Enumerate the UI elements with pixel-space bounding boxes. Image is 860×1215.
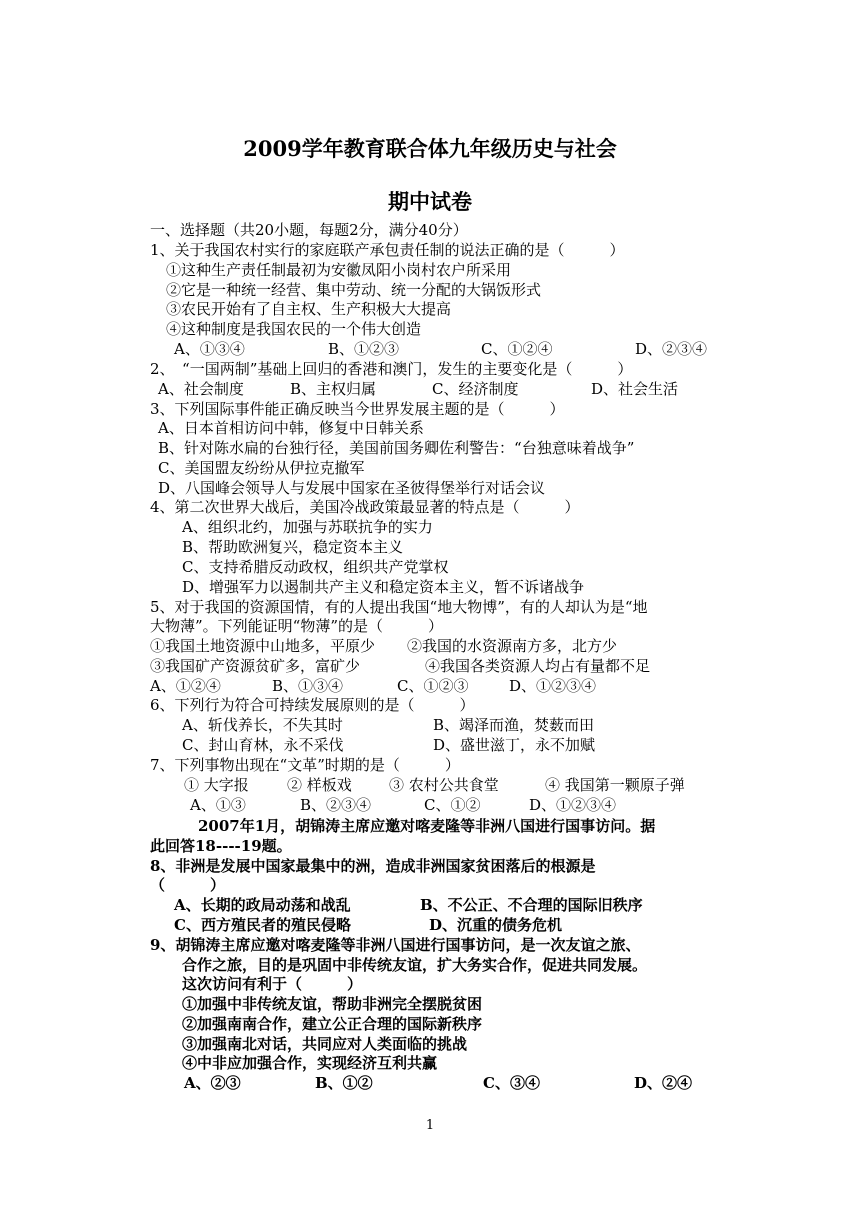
q7-options — [0, 796, 860, 814]
option: C、①② — [424, 796, 481, 814]
question-9-cont-1: 合作之旅，目的是巩固中非传统友谊，扩大务实合作，促进共同发展。 — [182, 956, 648, 974]
option: A、长期的政局动荡和战乱 — [174, 896, 351, 914]
reading-prompt: 2007年1月，胡锦涛主席应邀对喀麦隆等非洲八国进行国事访问。据 — [198, 817, 656, 835]
q8-options-row-1 — [0, 896, 860, 914]
option: B、②③④ — [300, 796, 372, 814]
question-8: 8、非洲是发展中国家最集中的洲，造成非洲国家贫困落后的根源是 — [150, 857, 596, 875]
q1-item-4: ④这种制度是我国农民的一个伟大创造 — [166, 320, 422, 338]
option: B、主权归属 — [290, 380, 377, 398]
option: C、经济制度 — [432, 380, 519, 398]
q5-items-row-2 — [0, 657, 860, 675]
option: C、西方殖民者的殖民侵略 — [174, 916, 351, 934]
q9-options — [0, 1074, 860, 1092]
option: A、②③ — [184, 1074, 241, 1092]
option: A、①③④ — [174, 340, 245, 358]
option: D、①②③④ — [509, 677, 597, 695]
q8-options-row-2 — [0, 916, 860, 934]
question-2: 2、 “一国两制”基础上回归的香港和澳门，发生的主要变化是（ ） — [150, 360, 633, 378]
option: B、竭泽而渔，焚薮而田 — [433, 716, 595, 734]
option: C、封山育林，永不采伐 — [182, 736, 344, 754]
q7-items — [0, 776, 860, 794]
q4-option-b: B、帮助欧洲复兴，稳定资本主义 — [182, 538, 404, 556]
question-5: 5、对于我国的资源国情，有的人提出我国“地大物博”，有的人却认为是“地 — [150, 598, 648, 616]
q5-item: ①我国土地资源中山地多，平原少 — [150, 637, 376, 655]
q6-options-row-2 — [0, 736, 860, 754]
option: A、斩伐养长，不失其时 — [182, 716, 343, 734]
question-1: 1、关于我国农村实行的家庭联产承包责任制的说法正确的是（ ） — [150, 241, 625, 259]
option: A、①②④ — [150, 677, 221, 695]
question-5-cont: 大物薄”。下列能证明“物薄”的是（ ） — [150, 617, 444, 635]
q3-option-c: C、美国盟友纷纷从伊拉克撤军 — [158, 459, 365, 477]
q7-item: ① 大字报 — [184, 776, 249, 794]
q1-item-3: ③农民开始有了自主权、生产积极大大提高 — [166, 300, 452, 318]
q4-option-c: C、支持希腊反动政权，组织共产党掌权 — [182, 558, 449, 576]
q5-items-row-1 — [0, 637, 860, 655]
q4-option-a: A、组织北约，加强与苏联抗争的实力 — [182, 518, 433, 536]
q5-item: ③我国矿产资源贫矿多，富矿少 — [150, 657, 361, 675]
option: D、社会生活 — [591, 380, 679, 398]
question-3: 3、下列国际事件能正确反映当今世界发展主题的是（ ） — [150, 400, 565, 418]
option: C、①②③ — [397, 677, 469, 695]
q1-item-2: ②它是一种统一经营、集中劳动、统一分配的大锅饭形式 — [166, 281, 542, 299]
q5-options — [0, 677, 860, 695]
option: D、①②③④ — [529, 796, 617, 814]
section-heading: 一、选择题（共20小题，每题2分，满分40分） — [150, 221, 468, 239]
q4-option-d: D、增强军力以遏制共产主义和稳定资本主义，暂不诉诸战争 — [182, 578, 585, 596]
question-7: 7、下列事物出现在“文革”时期的是（ ） — [150, 756, 460, 774]
option: C、①②④ — [481, 340, 553, 358]
option: A、①③ — [190, 796, 246, 814]
option: D、②④ — [634, 1074, 693, 1092]
q6-options-row-1 — [0, 716, 860, 734]
question-9: 9、胡锦涛主席应邀对喀麦隆等非洲八国进行国事访问，是一次友谊之旅、 — [150, 936, 641, 954]
q7-item: ③ 农村公共食堂 — [389, 776, 499, 794]
option: C、③④ — [483, 1074, 540, 1092]
option: B、①② — [315, 1074, 373, 1092]
q3-option-a: A、日本首相访问中韩，修复中日韩关系 — [158, 419, 424, 437]
q9-item-1: ①加强中非传统友谊，帮助非洲完全摆脱贫困 — [182, 995, 483, 1013]
question-8-cont: （ ） — [150, 876, 226, 894]
option: B、①③④ — [272, 677, 344, 695]
q1-item-1: ①这种生产责任制最初为安徽凤阳小岗村农户所采用 — [166, 261, 512, 279]
page-number: 1 — [425, 1118, 435, 1133]
page-subtitle: 期中试卷 — [388, 189, 472, 214]
option: D、②③④ — [635, 340, 708, 358]
question-9-cont-2: 这次访问有利于（ ） — [182, 975, 363, 993]
q9-item-4: ④中非应加强合作，实现经济互利共赢 — [182, 1054, 438, 1072]
q3-option-d: D、八国峰会领导人与发展中国家在圣彼得堡举行对话会议 — [158, 479, 546, 497]
q5-item: ②我国的水资源南方多，北方少 — [407, 637, 618, 655]
page-title: 2009学年教育联合体九年级历史与社会 — [243, 136, 617, 161]
option: D、盛世滋丁，永不加赋 — [433, 736, 596, 754]
option: B、①②③ — [328, 340, 400, 358]
q5-item: ④我国各类资源人均占有量都不足 — [425, 657, 651, 675]
q3-option-b: B、针对陈水扁的台独行径，美国前国务卿佐利警告：“台独意味着战争” — [158, 439, 635, 457]
option: D、沉重的债务危机 — [429, 916, 563, 934]
reading-prompt-cont: 此回答18----19题。 — [150, 837, 292, 855]
q7-item: ④ 我国第一颗原子弹 — [545, 776, 685, 794]
q9-item-3: ③加强南北对话，共同应对人类面临的挑战 — [182, 1035, 468, 1053]
question-4: 4、第二次世界大战后，美国冷战政策最显著的特点是（ ） — [150, 498, 580, 516]
question-6: 6、下列行为符合可持续发展原则的是（ ） — [150, 696, 475, 714]
option: B、不公正、不合理的国际旧秩序 — [420, 896, 643, 914]
option: A、社会制度 — [158, 380, 244, 398]
q9-item-2: ②加强南南合作，建立公正合理的国际新秩序 — [182, 1015, 483, 1033]
q2-options — [0, 380, 860, 398]
q7-item: ② 样板戏 — [287, 776, 352, 794]
q1-options — [0, 340, 860, 358]
